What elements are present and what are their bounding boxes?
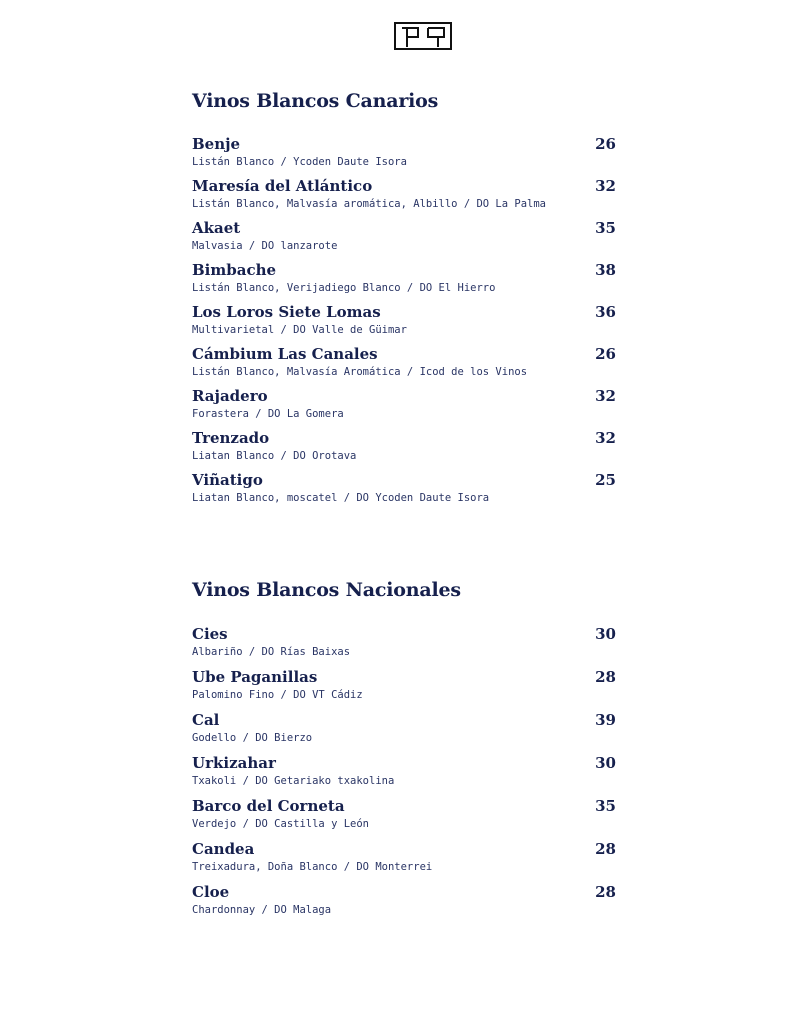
- section-title: Vinos Blancos Nacionales: [192, 579, 461, 601]
- wine-item: [192, 883, 616, 926]
- wine-item: [192, 840, 616, 883]
- wine-price: 32: [595, 177, 616, 195]
- wine-name: Urkizahar: [192, 754, 276, 772]
- wine-description: Treixadura, Doña Blanco / DO Monterrei: [192, 861, 433, 873]
- wine-description: Listán Blanco, Verijadiego Blanco / DO El Hierro: [192, 282, 496, 294]
- wine-list: [192, 135, 616, 513]
- wine-price: 28: [595, 668, 616, 686]
- wine-price: 26: [595, 345, 616, 363]
- wine-price: 25: [595, 471, 616, 489]
- wine-name: Ube Paganillas: [192, 668, 318, 686]
- wine-price: 28: [595, 883, 616, 901]
- wine-item: [192, 754, 616, 797]
- wine-item: [192, 625, 616, 668]
- wine-item: [192, 711, 616, 754]
- wine-price: 36: [595, 303, 616, 321]
- wine-description: Listán Blanco, Malvasía aromática, Albillo / DO La Palma: [192, 198, 547, 210]
- wine-description: Palomino Fino / DO VT Cádiz: [192, 689, 363, 701]
- wine-name: Trenzado: [192, 429, 270, 447]
- wine-name: Akaet: [192, 219, 241, 237]
- wine-name: Candea: [192, 840, 255, 858]
- wine-item: [192, 387, 616, 429]
- wine-item: [192, 345, 616, 387]
- wine-price: 28: [595, 840, 616, 858]
- wine-description: Malvasia / DO lanzarote: [192, 240, 338, 252]
- wine-name: Cloe: [192, 883, 230, 901]
- wine-description: Godello / DO Bierzo: [192, 732, 313, 744]
- wine-name: Cámbium Las Canales: [192, 345, 378, 363]
- wine-description: Listán Blanco / Ycoden Daute Isora: [192, 156, 407, 168]
- section-title: Vinos Blancos Canarios: [192, 90, 439, 112]
- wine-description: Listán Blanco, Malvasía Aromática / Icod de los Vinos: [192, 366, 528, 378]
- wine-price: 39: [595, 711, 616, 729]
- wine-description: Forastera / DO La Gomera: [192, 408, 344, 420]
- wine-item: [192, 797, 616, 840]
- wine-name: Benje: [192, 135, 241, 153]
- wine-description: Verdejo / DO Castilla y León: [192, 818, 370, 830]
- pq-monogram-icon: [394, 22, 452, 50]
- wine-description: Liatan Blanco / DO Orotava: [192, 450, 357, 462]
- wine-description: Liatan Blanco, moscatel / DO Ycoden Daute Isora: [192, 492, 490, 504]
- wine-description: Chardonnay / DO Malaga: [192, 904, 332, 916]
- wine-name: Viñatigo: [192, 471, 263, 489]
- wine-description: Txakoli / DO Getariako txakolina: [192, 775, 395, 787]
- wine-name: Maresía del Atlántico: [192, 177, 373, 195]
- wine-name: Barco del Corneta: [192, 797, 345, 815]
- wine-item: [192, 429, 616, 471]
- wine-price: 30: [595, 625, 616, 643]
- wine-description: Albariño / DO Rías Baixas: [192, 646, 351, 658]
- wine-item: [192, 668, 616, 711]
- wine-price: 35: [595, 219, 616, 237]
- wine-name: Cies: [192, 625, 228, 643]
- wine-item: [192, 261, 616, 303]
- wine-name: Rajadero: [192, 387, 268, 405]
- wine-name: Bimbache: [192, 261, 277, 279]
- wine-description: Multivarietal / DO Valle de Güimar: [192, 324, 407, 336]
- wine-price: 38: [595, 261, 616, 279]
- wine-item: [192, 177, 616, 219]
- wine-price: 32: [595, 387, 616, 405]
- section-vinos-blancos-canarios: [192, 90, 616, 513]
- wine-item: [192, 471, 616, 513]
- wine-price: 35: [595, 797, 616, 815]
- wine-item: [192, 135, 616, 177]
- wine-name: Cal: [192, 711, 220, 729]
- wine-name: Los Loros Siete Lomas: [192, 303, 381, 321]
- wine-list: [192, 625, 616, 926]
- wine-item: [192, 303, 616, 345]
- wine-price: 26: [595, 135, 616, 153]
- wine-price: 30: [595, 754, 616, 772]
- wine-price: 32: [595, 429, 616, 447]
- section-vinos-blancos-nacionales: [192, 579, 616, 926]
- wine-item: [192, 219, 616, 261]
